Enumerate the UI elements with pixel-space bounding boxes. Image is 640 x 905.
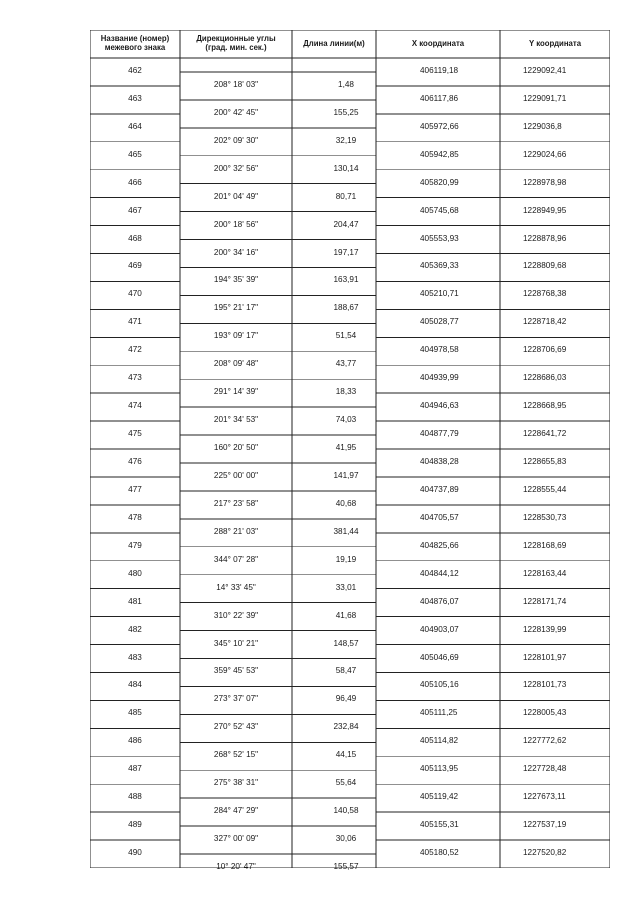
point-id: 474: [128, 401, 142, 411]
line-length: 41,95: [335, 443, 357, 453]
y-coordinate: 1228555,44: [523, 484, 567, 494]
point-id: 477: [128, 484, 142, 494]
line-length: 33,01: [335, 582, 357, 592]
line-length: 30,06: [335, 834, 357, 844]
line-length: 188,67: [333, 303, 359, 313]
point-id: 490: [128, 848, 142, 858]
header-mark-line2: межевого знака: [104, 43, 166, 52]
point-id: 484: [128, 680, 142, 690]
direction-angle: 160° 20' 50": [213, 443, 259, 453]
line-length: 44,15: [335, 750, 357, 760]
point-id: 469: [128, 261, 142, 271]
x-coordinate: 404825,66: [420, 540, 459, 550]
line-length: 43,77: [335, 359, 357, 369]
point-id: 465: [128, 149, 142, 159]
point-id: 463: [128, 93, 142, 103]
point-id: 462: [128, 65, 142, 75]
direction-angle: 201° 04' 49": [213, 191, 259, 201]
x-coordinate: 405745,68: [420, 205, 459, 215]
y-coordinate: 1228978,98: [523, 177, 567, 187]
line-length: 80,71: [335, 191, 357, 201]
header-length: [292, 30, 376, 58]
coordinate-table: [90, 30, 610, 871]
direction-angle: 273° 37' 07": [213, 694, 259, 704]
y-coordinate: 1228706,69: [523, 345, 567, 355]
point-id: 467: [128, 205, 142, 215]
y-coordinate: 1229024,66: [523, 149, 567, 159]
point-id: 478: [128, 512, 142, 522]
line-length: 381,44: [333, 526, 359, 536]
x-coordinate: 405180,52: [420, 848, 459, 858]
x-coordinate: 404978,58: [420, 345, 459, 355]
x-coordinate: 405369,33: [420, 261, 459, 271]
direction-angle: 200° 32' 56": [213, 163, 259, 173]
direction-angle: 200° 42' 45": [213, 107, 259, 117]
header-x: [376, 30, 500, 58]
y-coordinate: 1228878,96: [523, 233, 567, 243]
direction-angle: 200° 34' 16": [213, 247, 259, 257]
y-coordinate: 1227520,82: [523, 848, 567, 858]
x-coordinate: 404946,63: [420, 401, 459, 411]
header-angle-line1: Дирекционные углы: [196, 34, 276, 44]
x-coordinate: 405046,69: [420, 652, 459, 662]
header-length-text: Длина линии(м): [303, 38, 365, 48]
point-id: 488: [128, 792, 142, 802]
direction-angle: 201° 34' 53": [213, 415, 259, 425]
y-coordinate: 1228139,99: [523, 624, 567, 634]
header-angle-line2: (град. мин. сек.): [205, 43, 267, 52]
x-coordinate: 405111,25: [420, 708, 458, 718]
x-coordinate: 405942,85: [420, 149, 459, 159]
direction-angle: 270° 52' 43": [213, 722, 259, 732]
line-length: 18,33: [335, 387, 357, 397]
x-coordinate: 404903,07: [420, 624, 459, 634]
x-coordinate: 404838,28: [420, 457, 459, 466]
header-x-text: X координата: [411, 38, 465, 48]
y-coordinate: 1227772,62: [523, 736, 567, 746]
point-id: 489: [128, 820, 142, 830]
line-length: 148,57: [333, 638, 359, 648]
point-id: 483: [128, 652, 142, 662]
y-coordinate: 1227673,11: [523, 792, 566, 802]
point-id: 470: [128, 289, 142, 299]
point-id: 466: [128, 177, 142, 187]
direction-angle: 288° 21' 03": [213, 526, 259, 536]
point-id: 485: [128, 708, 142, 718]
line-length: 204,47: [333, 219, 359, 229]
y-coordinate: 1228686,03: [523, 373, 567, 383]
line-length: 41,68: [335, 610, 357, 620]
y-coordinate: 1228005,43: [523, 708, 567, 718]
header-angle: [180, 30, 292, 58]
x-coordinate: 406119,18: [420, 65, 459, 75]
point-id: 468: [128, 233, 142, 243]
line-length: 140,58: [333, 806, 359, 816]
header-mark: [90, 30, 180, 58]
x-coordinate: 405553,93: [420, 233, 459, 243]
direction-angle: 225° 00' 00": [213, 470, 259, 480]
point-id: 476: [128, 457, 142, 466]
direction-angle: 194° 35' 39": [213, 275, 259, 285]
direction-angle: 310° 22' 39": [213, 610, 259, 620]
direction-angle: 14° 33' 45": [216, 582, 256, 592]
x-coordinate: 405820,99: [420, 177, 459, 187]
direction-angle: 208° 18' 03": [213, 79, 259, 89]
x-coordinate: 405210,71: [420, 289, 459, 299]
point-id: 473: [128, 373, 142, 383]
y-coordinate: 1228101,73: [523, 680, 567, 690]
direction-angle: 268° 52' 15": [213, 750, 259, 760]
x-coordinate: 405113,95: [420, 764, 459, 774]
y-coordinate: 1228949,95: [523, 205, 567, 215]
line-length: 155,57: [333, 862, 359, 871]
header-y: [500, 30, 610, 58]
line-length: 163,91: [333, 275, 359, 285]
line-length: 130,14: [333, 163, 359, 173]
direction-angle: 291° 14' 39": [213, 387, 259, 397]
point-id: 481: [128, 596, 142, 606]
y-coordinate: 1228768,38: [523, 289, 567, 299]
point-id: 480: [128, 568, 142, 578]
point-id: 464: [128, 121, 142, 131]
y-coordinate: 1228168,69: [523, 540, 567, 550]
x-coordinate: 404844,12: [420, 568, 459, 578]
y-coordinate: 1229092,41: [523, 65, 567, 75]
x-coordinate: 405114,82: [420, 736, 459, 746]
direction-angle: 200° 18' 56": [213, 219, 259, 229]
line-length: 1,48: [338, 79, 354, 89]
point-id: 475: [128, 429, 142, 439]
point-id: 471: [128, 317, 142, 327]
line-length: 96,49: [335, 694, 357, 704]
y-coordinate: 1228530,73: [523, 512, 567, 522]
x-coordinate: 405105,16: [420, 680, 459, 690]
direction-angle: 195° 21' 17": [213, 303, 259, 313]
y-coordinate: 1229091,71: [523, 93, 567, 103]
y-coordinate: 1227728,48: [523, 764, 567, 774]
x-coordinate: 406117,86: [420, 93, 459, 103]
header-mark-line1: Название (номер): [100, 34, 170, 44]
x-coordinate: 404939,99: [420, 373, 459, 383]
direction-angle: 275° 38' 31": [213, 778, 259, 788]
line-length: 74,03: [335, 415, 357, 425]
line-length: 55,64: [335, 778, 357, 788]
x-coordinate: 405972,66: [420, 121, 459, 131]
y-coordinate: 1228655,83: [523, 457, 567, 466]
x-coordinate: 404877,79: [420, 429, 459, 439]
point-id: 482: [128, 624, 142, 634]
direction-angle: 345° 10' 21": [213, 638, 259, 648]
x-coordinate: 404737,89: [420, 484, 459, 494]
y-coordinate: 1228101,97: [523, 652, 567, 662]
line-length: 19,19: [335, 554, 357, 564]
x-coordinate: 404705,57: [420, 512, 459, 522]
point-id: 486: [128, 736, 142, 746]
y-coordinate: 1228718,42: [523, 317, 567, 327]
x-coordinate: 405155,31: [420, 820, 459, 830]
line-length: 51,54: [335, 331, 357, 341]
direction-angle: 327° 00' 09": [213, 834, 259, 844]
line-length: 141,97: [333, 470, 359, 480]
line-length: 232,84: [333, 722, 359, 732]
line-length: 58,47: [335, 666, 357, 676]
x-coordinate: 404876,07: [420, 596, 459, 606]
direction-angle: 193° 09' 17": [213, 331, 259, 341]
line-length: 40,68: [335, 498, 357, 508]
y-coordinate: 1228163,44: [523, 568, 567, 578]
point-id: 472: [128, 345, 142, 355]
y-coordinate: 1228171,74: [523, 596, 567, 606]
direction-angle: 284° 47' 29": [213, 806, 259, 816]
direction-angle: 344° 07' 28": [213, 554, 259, 564]
point-id: 479: [128, 540, 142, 550]
line-length: 197,17: [333, 247, 359, 257]
point-id: 487: [128, 764, 142, 774]
y-coordinate: 1228668,95: [523, 401, 567, 411]
y-coordinate: 1228809,68: [523, 261, 567, 271]
line-length: 32,19: [335, 135, 357, 145]
y-coordinate: 1228641,72: [523, 429, 567, 439]
direction-angle: 10° 20' 47": [216, 862, 256, 871]
direction-angle: 202° 09' 30": [213, 135, 259, 145]
x-coordinate: 405119,42: [420, 792, 459, 802]
x-coordinate: 405028,77: [420, 317, 459, 327]
direction-angle: 359° 45' 53": [213, 666, 259, 676]
y-coordinate: 1227537,19: [523, 820, 567, 830]
y-coordinate: 1229036,8: [523, 121, 562, 131]
direction-angle: 217° 23' 58": [213, 498, 259, 508]
header-y-text: Y координата: [528, 38, 582, 48]
line-length: 155,25: [333, 107, 359, 117]
direction-angle: 208° 09' 48": [213, 359, 259, 369]
